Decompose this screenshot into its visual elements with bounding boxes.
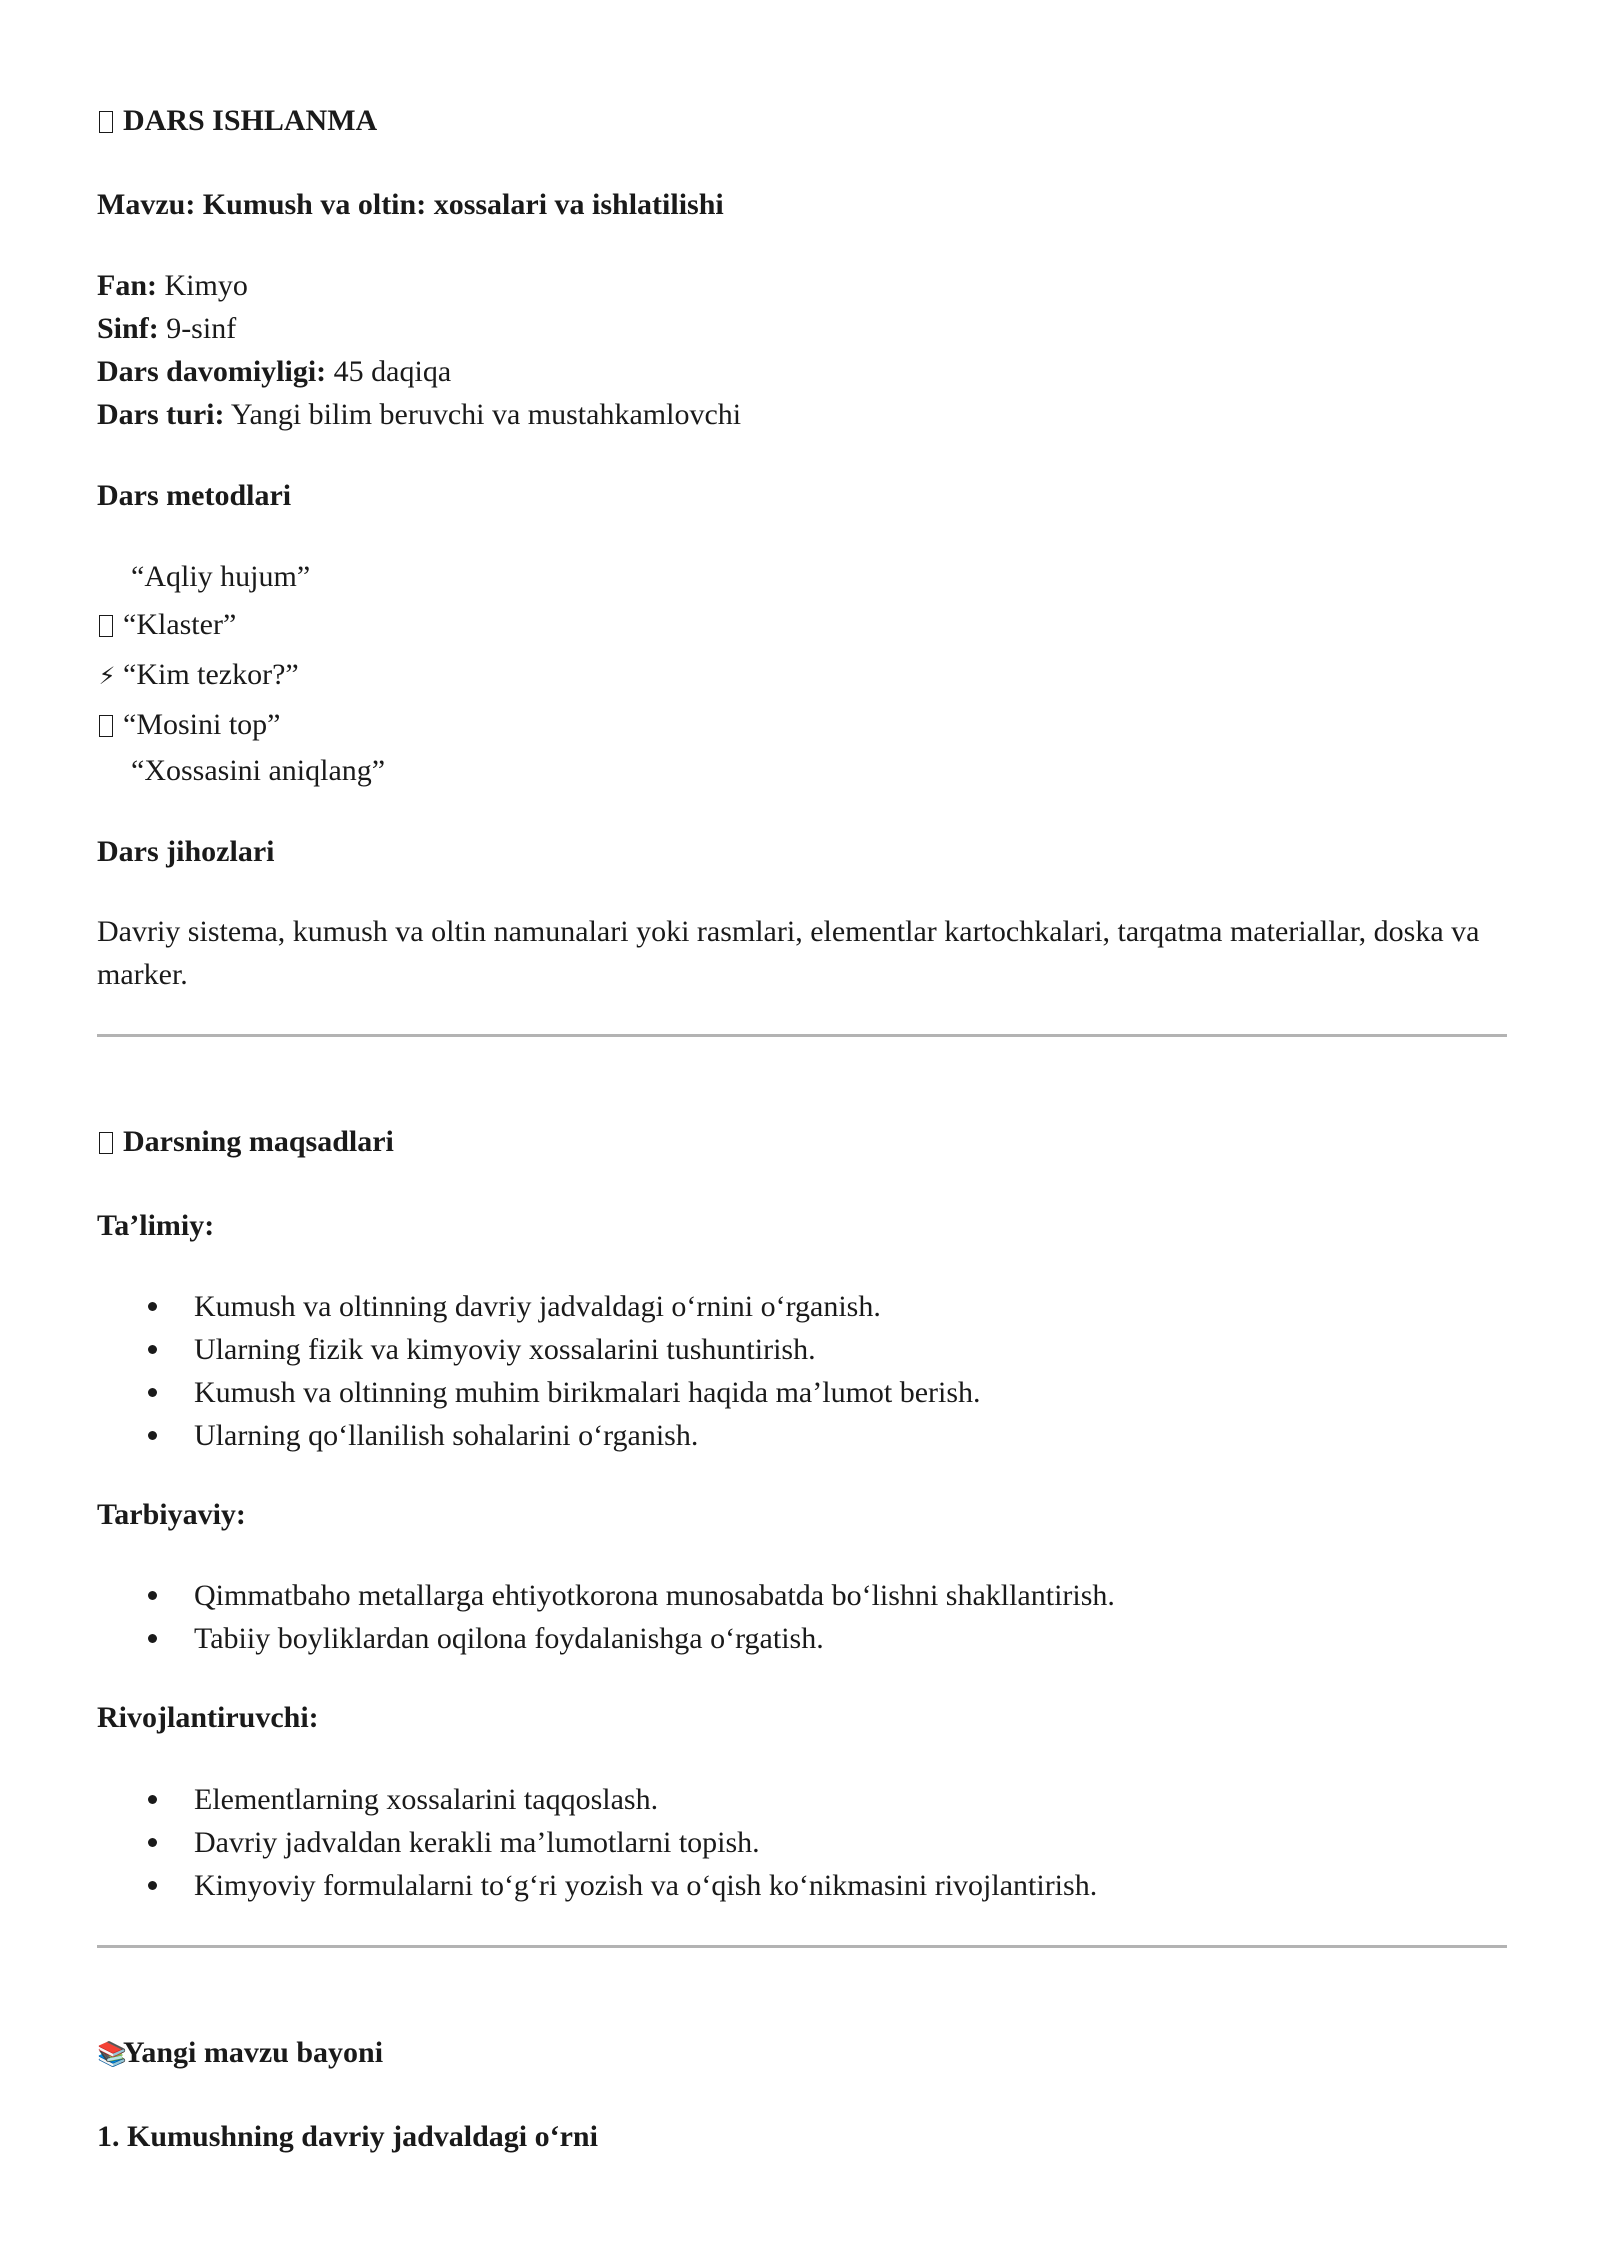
placeholder-box-icon <box>99 1132 113 1154</box>
method-item: “Xossasini aniqlang” <box>131 754 386 787</box>
placeholder-box-icon <box>99 715 113 737</box>
educational-goals-list <box>97 1285 981 1457</box>
bullet-dot <box>148 1388 157 1397</box>
equipment-text: Davriy sistema, kumush va oltin namunalari yoki rasmlari, elementlar kartochkalari, tarqatma materiallar, doska va marker. <box>97 915 1480 991</box>
list-item: Kumush va oltinning davriy jadvaldagi o‘rnini o‘rganish. <box>97 1285 981 1328</box>
method-item: “Klaster” <box>97 603 236 646</box>
lightning-icon: ⚡ <box>98 662 116 690</box>
method-item: ⚡ “Kim tezkor?” <box>97 653 299 698</box>
bullet-dot <box>148 1634 157 1643</box>
bullet-dot <box>148 1591 157 1600</box>
list-item: Davriy jadvaldan kerakli ma’lumotlarni topish. <box>97 1821 1097 1864</box>
info-duration: Dars davomiyligi: 45 daqiqa <box>97 355 452 388</box>
bullet-dot <box>148 1795 157 1804</box>
upbringing-goals-heading: Tarbiyaviy: <box>97 1498 246 1531</box>
new-topic-subheading: 1. Kumushning davriy jadvaldagi o‘rni <box>97 2120 598 2153</box>
lesson-topic: Mavzu: Kumush va oltin: xossalari va ishlatilishi <box>97 188 724 221</box>
bullet-dot <box>148 1838 157 1847</box>
books-icon: 📚 <box>97 2040 127 2068</box>
method-item: “Aqliy hujum” <box>131 560 311 593</box>
placeholder-box-icon <box>99 111 113 133</box>
list-item: Ularning fizik va kimyoviy xossalarini tushuntirish. <box>97 1328 981 1371</box>
placeholder-box-icon <box>99 615 113 637</box>
info-grade: Sinf: 9-sinf <box>97 312 237 345</box>
list-item: Kimyoviy formulalarni to‘g‘ri yozish va o‘qish ko‘nikmasini rivojlantirish. <box>97 1864 1097 1907</box>
methods-heading: Dars metodlari <box>97 479 292 512</box>
new-topic-heading: 📚Yangi mavzu bayoni <box>97 2031 383 2076</box>
bullet-dot <box>148 1345 157 1354</box>
educational-goals-heading: Ta’limiy: <box>97 1209 215 1242</box>
list-item: Tabiiy boyliklardan oqilona foydalanishga o‘rgatish. <box>97 1617 1115 1660</box>
upbringing-goals-list <box>97 1574 1115 1660</box>
bullet-dot <box>148 1302 157 1311</box>
bullet-dot <box>148 1431 157 1440</box>
list-item: Ularning qo‘llanilish sohalarini o‘rganish. <box>97 1414 981 1457</box>
section-divider <box>97 1945 1507 1948</box>
bullet-dot <box>148 1881 157 1890</box>
section-divider <box>97 1034 1507 1037</box>
goals-heading: Darsning maqsadlari <box>97 1120 394 1163</box>
document-title: DARS ISHLANMA <box>97 99 377 142</box>
list-item: Kumush va oltinning muhim birikmalari haqida ma’lumot berish. <box>97 1371 981 1414</box>
equipment-heading: Dars jihozlari <box>97 835 275 868</box>
developmental-goals-heading: Rivojlantiruvchi: <box>97 1701 319 1734</box>
developmental-goals-list <box>97 1778 1097 1907</box>
info-subject: Fan: Kimyo <box>97 269 248 302</box>
list-item: Elementlarning xossalarini taqqoslash. <box>97 1778 1097 1821</box>
list-item: Qimmatbaho metallarga ehtiyotkorona munosabatda bo‘lishni shakllantirish. <box>97 1574 1115 1617</box>
method-item: “Mosini top” <box>97 703 281 746</box>
info-type: Dars turi: Yangi bilim beruvchi va mustahkamlovchi <box>97 398 742 431</box>
